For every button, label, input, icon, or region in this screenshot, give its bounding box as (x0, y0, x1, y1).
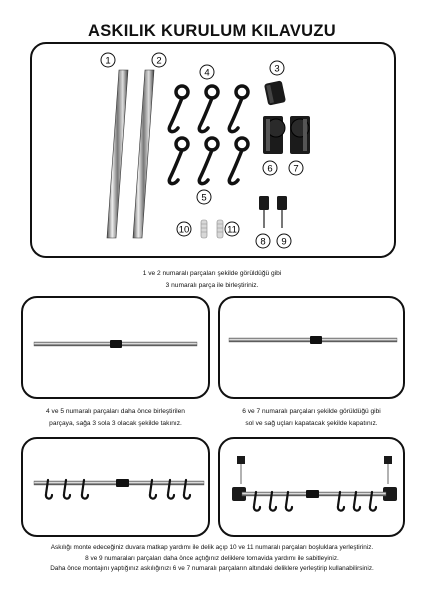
svg-text:1: 1 (105, 55, 111, 67)
svg-text:7: 7 (293, 163, 299, 175)
footer-line3: Daha önce montajını yaptığınız askılığınızı 6 ve 7 numaralı parçaların altındaki deliklere yerleştirip kullanabilirsiniz. (50, 565, 374, 572)
svg-text:8: 8 (260, 236, 266, 248)
svg-text:4: 4 (204, 67, 210, 79)
svg-text:2: 2 (156, 55, 162, 67)
footer-line1: Askılığı monte edeceğiniz duvara matkap yardımı ile delik açıp 10 ve 11 numaralı parçaları boşluklara yerleştiriniz. (50, 544, 374, 551)
footer-line2: 8 ve 9 numaraları parçaları daha önce açtığınız deliklere tornavida yardımı ile sabitleyiniz. (85, 554, 339, 562)
step1-line1: 1 ve 2 numaralı parçaları şekilde görüldüğü gibi (142, 270, 282, 277)
step3-line2: sol ve sağ uçları kapatacak şekilde kapatınız. (245, 420, 378, 427)
step2-line2: parçaya, sağa 3 sola 3 olacak şekilde takınız. (49, 420, 182, 427)
svg-text:9: 9 (281, 236, 287, 248)
assembled-rod-step2 (34, 340, 197, 348)
step2-line1: 4 ve 5 numaralı parçaları daha önce birleştirilen (46, 408, 185, 415)
page-title: ASKILIK KURULUM KILAVUZU (88, 22, 336, 40)
step2-caption (21, 406, 210, 430)
mounted-rod-step5 (232, 456, 397, 511)
assembled-rod-step3 (229, 336, 397, 344)
step1-line2: 3 numaralı parça ile birleştiriniz. (165, 282, 259, 289)
svg-text:10: 10 (178, 224, 190, 236)
svg-text:11: 11 (227, 224, 237, 236)
step3-line1: 6 ve 7 numaralı parçaları şekilde görüldüğü gibi (242, 408, 381, 415)
rod-with-hooks-step4 (34, 479, 204, 499)
step3-caption (214, 406, 409, 430)
svg-text:6: 6 (267, 163, 273, 175)
svg-text:3: 3 (274, 63, 280, 75)
footer-instructions (0, 543, 424, 575)
svg-text:5: 5 (201, 192, 207, 204)
